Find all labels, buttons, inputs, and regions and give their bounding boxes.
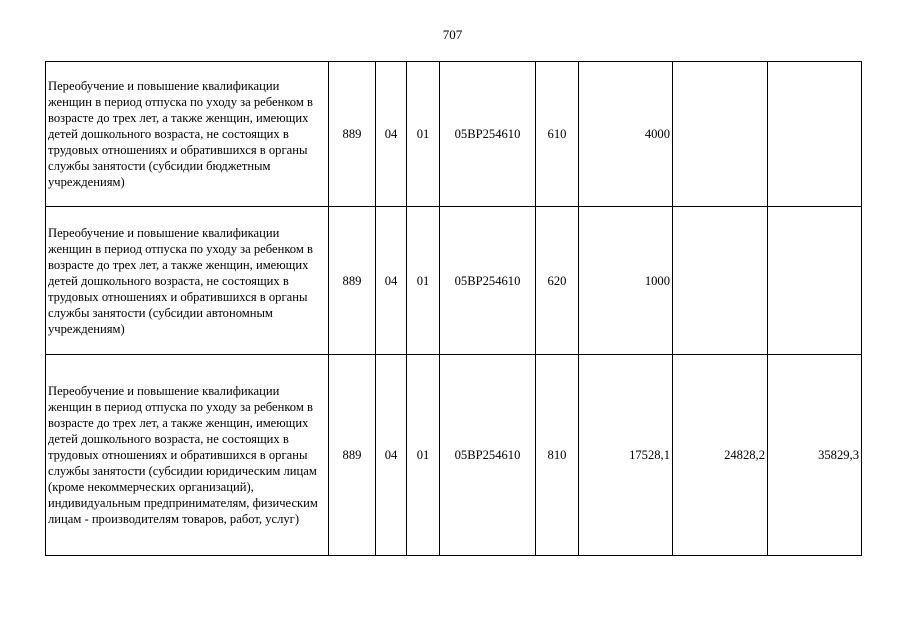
target-article-code: 05ВР254610 [440,207,536,355]
ministry-code: 889 [329,355,376,556]
table-row [46,355,862,556]
amount-year-2: 24828,2 [673,355,768,556]
subsection-code: 01 [407,62,440,207]
target-article-code: 05ВР254610 [440,62,536,207]
expense-type-code: 810 [536,355,579,556]
table-row [46,62,862,207]
row-description: Переобучение и повышение квалификации женщин в период отпуска по уходу за ребенком в возрасте до трех лет, а также женщин, имеющих детей дошкольного возраста, не состоящих в трудовых отношениях и обратившихся в органы службы занятости (субсидии юридическим лицам (кроме некоммерческих организаций), индивидуальным предпринимателям, физическим лицам - производителям товаров, работ, услуг) [46,355,329,556]
amount-year-1: 17528,1 [579,355,673,556]
section-code: 04 [376,207,407,355]
ministry-code: 889 [329,62,376,207]
ministry-code: 889 [329,207,376,355]
amount-year-2 [673,207,768,355]
budget-table [45,61,862,556]
page-number: 707 [442,27,463,42]
amount-year-3: 35829,3 [768,355,862,556]
target-article-code: 05ВР254610 [440,355,536,556]
section-code: 04 [376,62,407,207]
section-code: 04 [376,355,407,556]
expense-type-code: 620 [536,207,579,355]
subsection-code: 01 [407,207,440,355]
row-description: Переобучение и повышение квалификации женщин в период отпуска по уходу за ребенком в возрасте до трех лет, а также женщин, имеющих детей дошкольного возраста, не состоящих в трудовых отношениях и обратившихся в органы службы занятости (субсидии бюджетным учреждениям) [46,62,329,207]
amount-year-3 [768,207,862,355]
amount-year-1: 1000 [579,207,673,355]
amount-year-1: 4000 [579,62,673,207]
amount-year-3 [768,62,862,207]
amount-year-2 [673,62,768,207]
table-row [46,207,862,355]
row-description: Переобучение и повышение квалификации женщин в период отпуска по уходу за ребенком в возрасте до трех лет, а также женщин, имеющих детей дошкольного возраста, не состоящих в трудовых отношениях и обратившихся в органы службы занятости (субсидии автономным учреждениям) [46,207,329,355]
expense-type-code: 610 [536,62,579,207]
subsection-code: 01 [407,355,440,556]
